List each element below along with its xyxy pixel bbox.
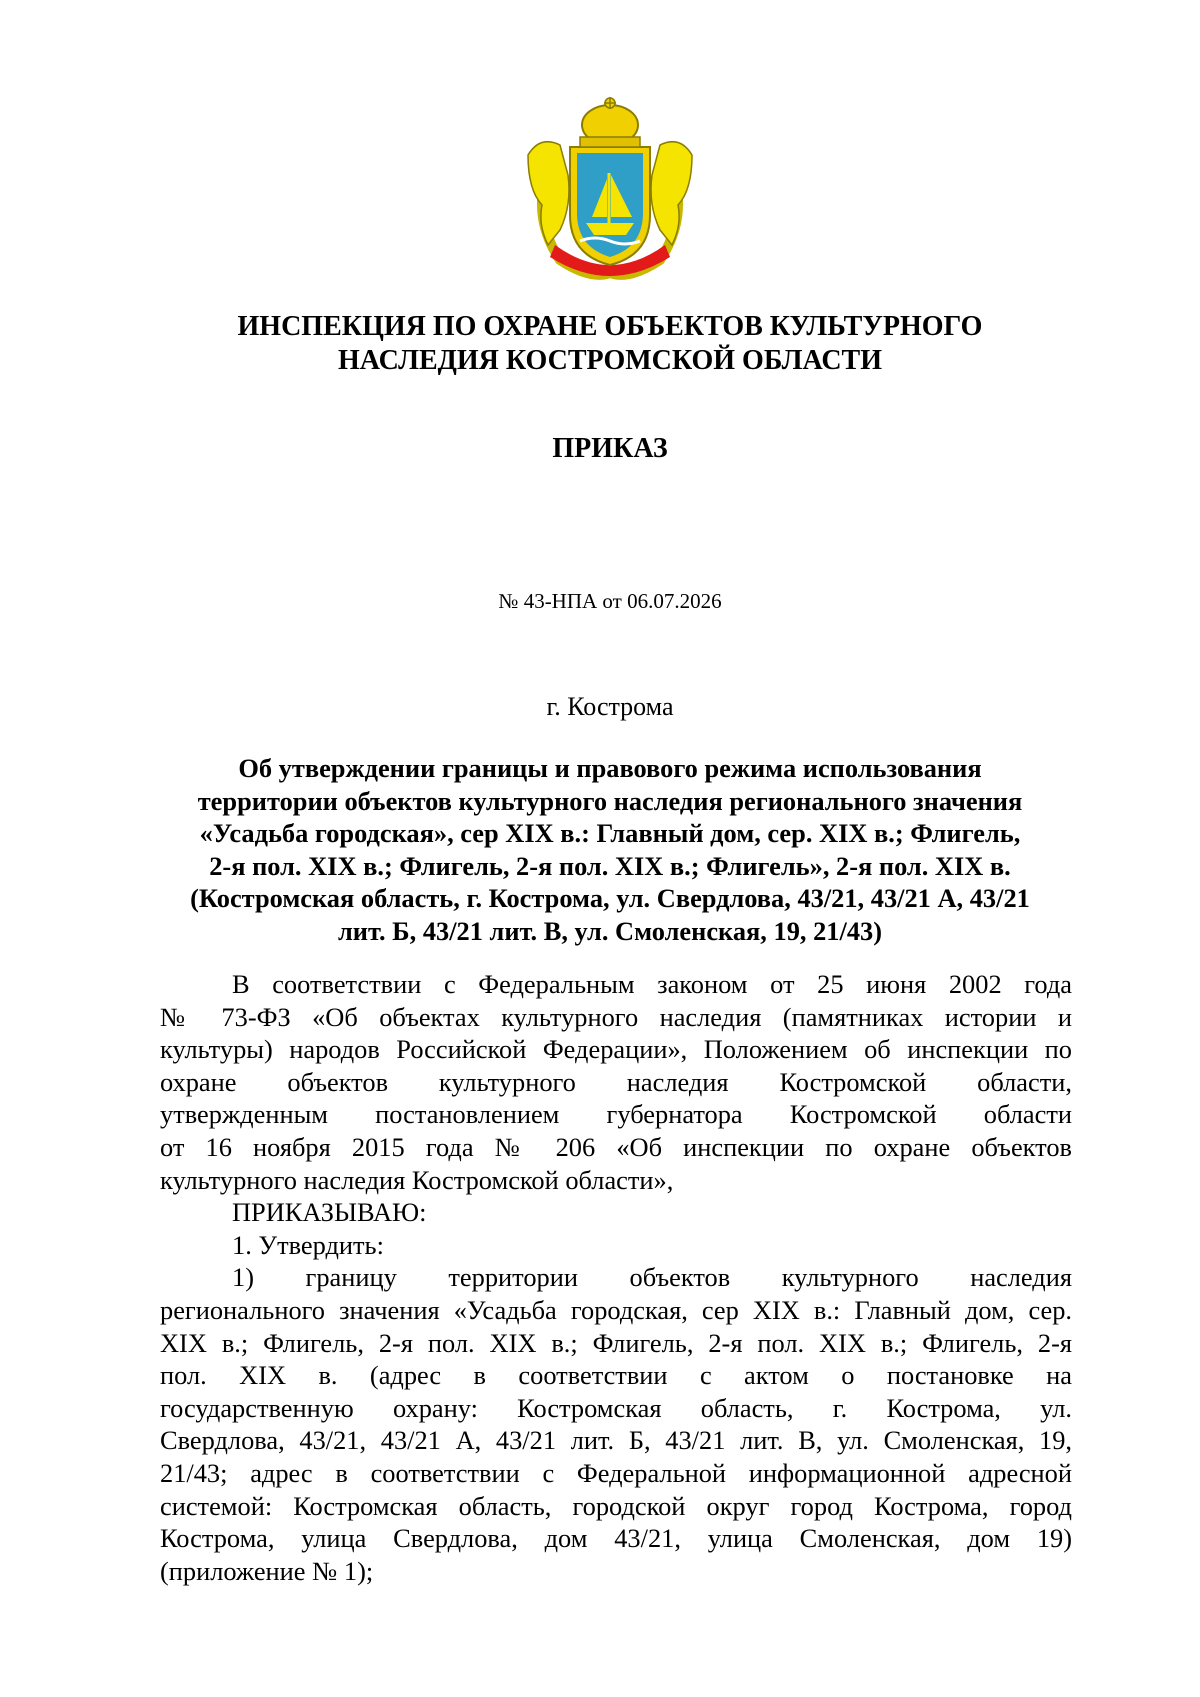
subject-line: (Костромская область, г. Кострома, ул. Свердлова, 43/21, 43/21 А, 43/21 [190,883,1030,913]
organization-line-1: ИНСПЕКЦИЯ ПО ОХРАНЕ ОБЪЕКТОВ КУЛЬТУРНОГО [237,311,983,342]
item-1: 1. Утвердить: [232,1229,384,1260]
preamble-line: культурного наследия Костромской области», [160,1164,674,1195]
coat-of-arms-emblem [520,95,700,285]
subitem-1-line: (приложение № 1); [160,1555,374,1586]
document-city: г. Кострома [546,692,674,721]
preamble-line: утвержденным постановлением губернатора Костромской области [160,1099,1072,1130]
subject-line: лит. Б, 43/21 лит. В, ул. Смоленская, 19, 21/43) [338,915,882,946]
subject-line: Об утверждении границы и правового режима использования [238,753,982,783]
organization-line-2: НАСЛЕДИЯ КОСТРОМСКОЙ ОБЛАСТИ [337,345,883,376]
preamble-line: культуры) народов Российской Федерации», Положением об инспекции по [160,1034,1072,1065]
subject-line: территории объектов культурного наследия регионального значения [197,785,1023,816]
subitem-1-line: Кострома, улица Свердлова, дом 43/21, улица Смоленская, дом 19) [160,1523,1072,1554]
subitem-1-line: 21/43; адрес в соответствии с Федеральной информационной адресной [160,1457,1072,1488]
order-word: ПРИКАЗЫВАЮ: [232,1197,427,1228]
preamble-line: № 73-ФЗ «Об объектах культурного наследия (памятниках истории и [160,1001,1072,1032]
subitem-1-line: государственную охрану: Костромская область, г. Кострома, ул. [160,1392,1072,1423]
document-body [160,968,1072,1587]
subitem-1-line: XIX в.; Флигель, 2-я пол. XIX в.; Флигель, 2-я пол. XIX в.; Флигель, 2-я [160,1327,1072,1358]
document-type: ПРИКАЗ [552,433,668,464]
subitem-1-line: системой: Костромская область, городской округ город Кострома, город [160,1490,1072,1521]
preamble-line: от 16 ноября 2015 года № 206 «Об инспекции по охране объектов [160,1131,1072,1162]
subject-line: 2-я пол. XIX в.; Флигель, 2-я пол. XIX в.; Флигель», 2-я пол. XIX в. [209,850,1011,881]
organization-name [150,310,1070,378]
document-number-date: № 43-НПА от 06.07.2026 [498,589,722,613]
subject-line: «Усадьба городская», сер XIX в.: Главный дом, сер. XIX в.; Флигель, [199,818,1021,848]
subitem-1-line: 1) границу территории объектов культурного наследия [232,1262,1072,1293]
subitem-1-line: пол. XIX в. (адрес в соответствии с актом о постановке на [160,1360,1072,1391]
subitem-1-line: регионального значения «Усадьба городская, сер XIX в.: Главный дом, сер. [160,1294,1072,1325]
subitem-1-line: Свердлова, 43/21, 43/21 А, 43/21 лит. Б, 43/21 лит. В, ул. Смоленская, 19, [160,1425,1072,1456]
preamble-line: В соответствии с Федеральным законом от 25 июня 2002 года [232,969,1072,999]
preamble-line: охране объектов культурного наследия Костромской области, [160,1066,1072,1097]
document-subject [150,752,1070,947]
